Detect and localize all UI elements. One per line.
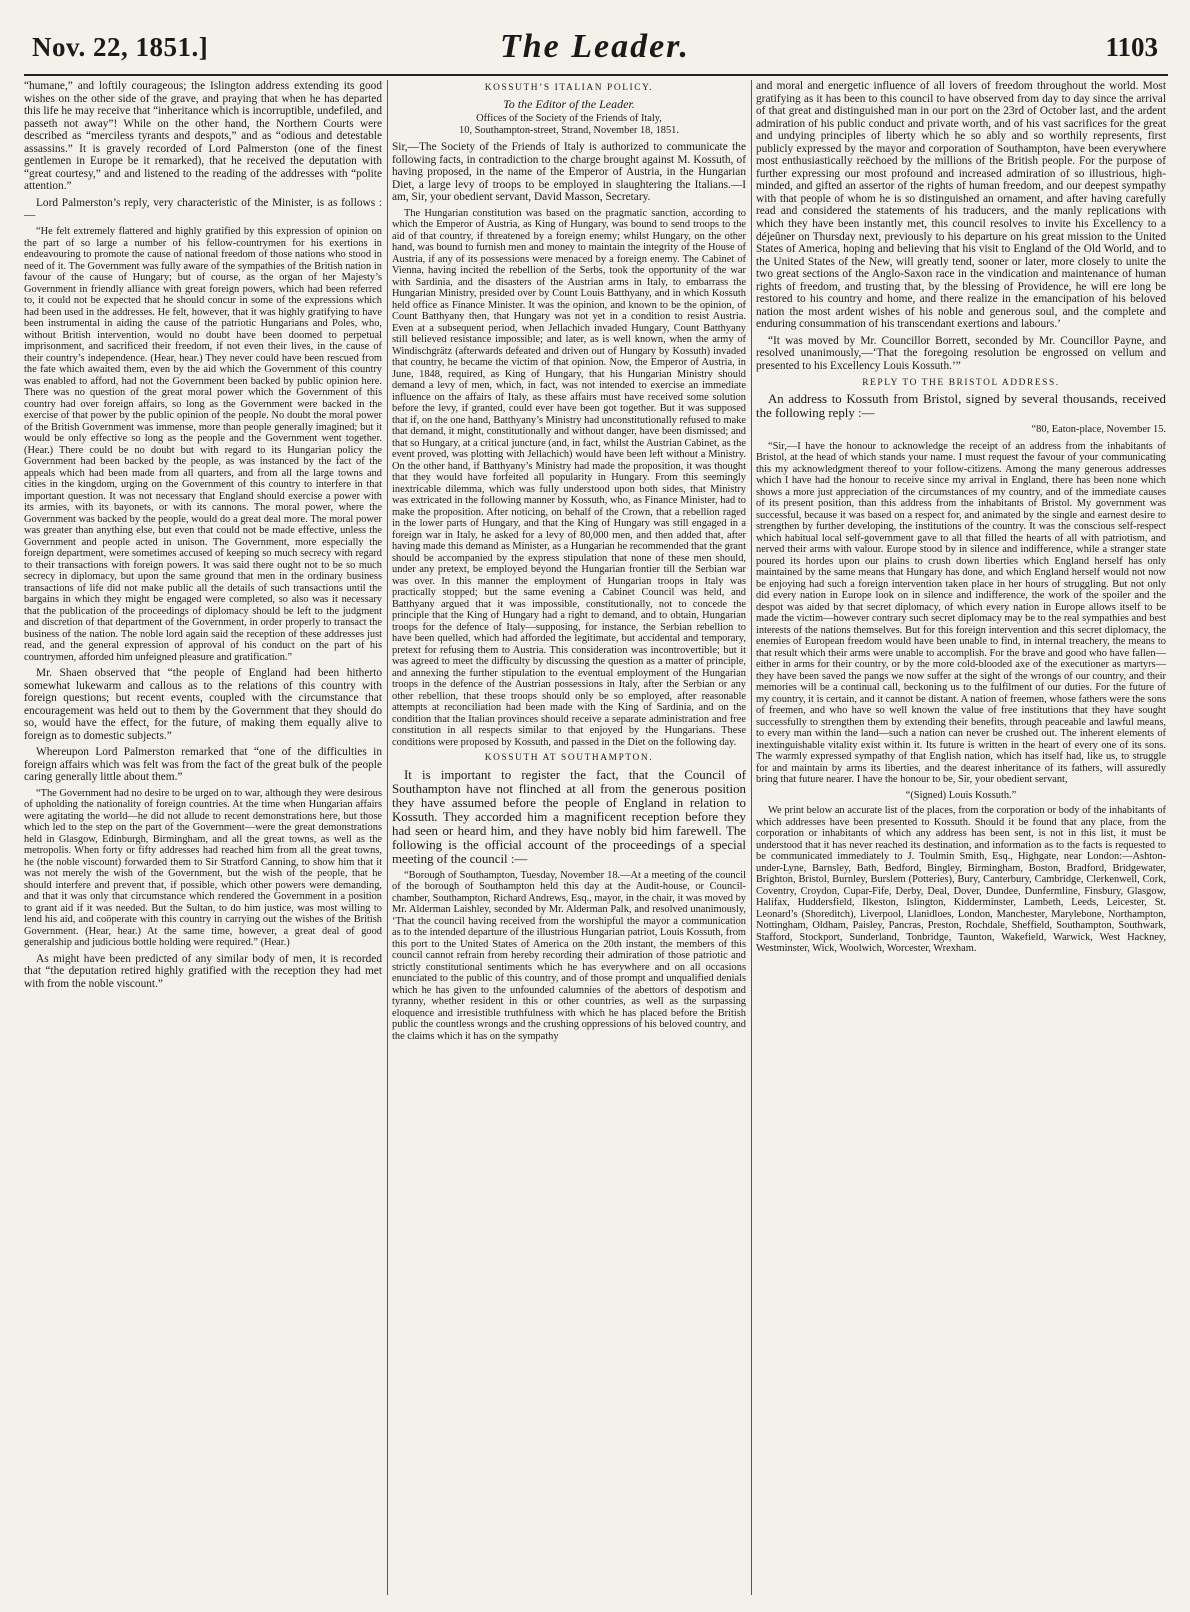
paragraph: An address to Kossuth from Bristol, signed by several thousands, received the following reply :— [756, 392, 1166, 421]
column-middle [392, 80, 746, 1600]
masthead-rule [24, 74, 1168, 76]
quoted-reply: “He felt extremely flattered and highly gratified by this expression of opinion on the part of so large a number of his fellow-countrymen for his exertions in endeavouring to promote the cause of national freedom of those nations who stood in need of it. The Government was fully aware of the sympathies of the British nation in favour of the cause of Hungary; but of course, as the organ of her Majesty’s Government in friendly alliance with great foreign powers, which had been referred to, it could not be expected that he should concur in some of the expressions which had been used in the addresses. He felt, however, that it was highly gratifying to have been instrumental in aiding the cause of the patriotic Hungarians and Poles, who, without British intervention, would no doubt have been doomed to perpetual imprisonment, and sacrificed their freedom, if not even their lives, in the cause of their country’s independence. (Hear, hear.) They never could have been rescued from the fate which awaited them, even by the aid which the Government of this country was enabled to afford, had not the Government been backed by public opinion here. There was no question of the great moral power which the Government of this country had over foreign affairs, so long as the Government were backed in the exercise of that power by the public opinion of the people. No doubt the moral power of the British Government was immense, more than people generally imagined; but it would be only effective so long as the people and the Government went together. (Hear.) There could be no doubt but with regard to its Hungarian policy the Government had been backed by the people, as was instanced by the fact of the appeals which had been made from all quarters, and from all the large towns and cities in the kingdom, urging on the Government of this country to interfere in that important question. It was not necessary that England should exercise a power with its armies, with its bayonets, or with its cannons. The moral power, where the Government was backed by the people, would do a great deal more. The moral power was greater than anything else, but even that could not be made effective, unless the Government and people acted in unison. The Government, more especially the foreign department, were sometimes accused of keeping so much secrecy with regard to their transactions with foreign powers. It was said there ought not to be so much secrecy in diplomacy, but upon the same ground that men in the ordinary business transactions of life did not make public all the details of such transactions until the bargains in which they might be engaged were completed, so also was it necessary that the publication of the proceedings of diplomacy should be left to the judgment and discretion of that department of the Government, in order properly to transact the business of the nation. The noble lord again said the reception of these addresses just read, and the general expression of approval of his conduct on the part of his countrymen, afforded him unfeigned pleasure and gratification.” [24, 226, 382, 663]
section-heading: KOSSUTH AT SOUTHAMPTON. [484, 753, 654, 764]
paragraph: Lord Palmerston’s reply, very characteristic of the Minister, is as follows :— [24, 196, 382, 222]
section-heading: KOSSUTH’S ITALIAN POLICY. [484, 83, 654, 93]
page-number: 1103 [1105, 32, 1158, 62]
quoted-resolution: and moral and energetic influence of all lovers of freedom throughout the world. Most gratifying as it has been to this council to have observed from day to day since the arrival of that great and distinguished man in our port on the 23rd of October last, and the ardent admiration of his public conduct and private worth, and of his vast sacrifices for the great and undying principles of liberty which he so ably and so worthily represents, first publicly expressed by the mayor and corporation of Southampton, have been everywhere most enthusiastically reëchoed by the millions of the British people. For the purpose of further expressing our most profound and increased admiration of so illustrious, high-minded, and gifted an assertor of the rights of human freedom, and our deepest sympathy with that people of whom he is so distinguished an ornament, and after having carefully read and considered the statements of his traducers, and the manly replications with which they have been instantly met, this council resolves to invite his Excellency to a déjeûner on Thursday next, previously to his departure on his great mission to the United States of America, hoping and believing that his visit to England of the Old World, and to the United States of the New, will greatly tend, sooner or later, more closely to unite the two great sections of the Anglo-Saxon race in the vindication and maintenance of human rights of freedom, and trusting that, by the blessing of Providence, he will ere long be restored to his country and home, and there realize in the emancipation of his beloved nation the most ardent wishes of his noble and generous soul, and the complete and enduring consummation of his transcendant exertions and labours.’ [756, 80, 1166, 331]
paragraph: We print below an accurate list of the places, from the corporation or body of the inhabitants of which addresses have been presented to Kossuth. Should it be found that any place, from the corporation or inhabitants of which any address has been sent, is not in this list, it must be understood that it has never reached its destination, and information as to the facts is requested to be communicated immediately to J. Toulmin Smith, Esq., Highgate, near London:—Ashton-under-Lyne, Barnsley, Bath, Bedford, Bingley, Birmingham, Boston, Bradford, Bridgewater, Brighton, Bristol, Burnley, Burslem (Potteries), Bury, Canterbury, Cambridge, Clerkenwell, Cork, Coventry, Croydon, Cupar-Fife, Derby, Deal, Dover, Dundee, Dunfermline, Finsbury, Glasgow, Halifax, Huddersfield, Ilkeston, Islington, Kidderminster, Lambeth, Leeds, Leicester, St. Leonard’s (Shoreditch), Liverpool, Llanidloes, London, Manchester, Marylebone, Northampton, Nottingham, Oldham, Paisley, Pancras, Preston, Rochdale, Sheffield, Southampton, Southwark, Stafford, Stockport, Sunderland, Tonbridge, Taunton, Wakefield, Warwick, West Hackney, Westminster, Wick, Woolwich, Worcester, Wrexham. [756, 805, 1166, 955]
paragraph: Mr. Shaen observed that “the people of England had been hitherto somewhat lukewarm and callous as to the relations of this country with foreign questions; but recent events, coupled with the circumstance that encouragement was held out to them by the Government that they should do so, would have the effect, for the future, of making them equally alive to foreign as to domestic subjects.” [24, 667, 382, 742]
column-left [24, 80, 382, 1600]
quoted-resolution: “Borough of Southampton, Tuesday, November 18.—At a meeting of the council of the borough of Southampton held this day at the Audit-house, or Council-chamber, Southampton, Richard Andrews, Esq., mayor, in the chair, it was moved by Mr. Alderman Laishley, seconded by Mr. Alderman Palk, and resolved unanimously, ‘That the council having received from the worshipful the mayor a communication as to the intended departure of the illustrious Hungarian patriot, Louis Kossuth, from this port to the United States of America on the 20th instant, the members of this council cannot refrain from hereby recording their admiration of those patriotic and strictly constitutional sentiments which he has everywhere and on all occasions enunciated to the public of this country, and of those prompt and unqualified denials which he has given to the unfounded calumnies of the abettors of despotism and tyranny, whether resident in this or other countries, as well as the surpassing eloquence and irresistible truthfulness with which he has placed before the British public the countless wrongs and the crushing oppressions of his beloved country, and the claims which it has on the sympathy [392, 869, 746, 1042]
quoted-letter: “Sir,—I have the honour to acknowledge the receipt of an address from the inhabitants of Bristol, at the head of which stands your name. I must request the favour of your communicating this my acknowledgment thereof to your follow-citizens. Among the many generous addresses which I have had the honour to receive since my arrival in England, there has been none which shows a more just appreciation of the circumstances of my country, and of the immediate causes of its present position, than this address from the inhabitants of Bristol. My government was successful, because it was based on a respect for, and animated by the single and earnest desire to strengthen by further developing, the institutions of the country. It was the conscious self-respect which habitual local self-government gave to all that filled the hearts of all with patriotism, and nerved their arms with valour. Europe stood by in silence and indifference, while a stranger state poured its hordes upon our plains to crush down liberties which England herself has only maintained by the same means that Hungary has done, and which England herself would not now be enjoying had such a foreign intervention taken place in her hours of struggling. But not only did every nation in Europe look on in silence and indifference, the work of the spoiler and the despot was aided by that secret diplomacy, of which every nation in Europe allows itself to be made the victim—however contrary such secret diplomacy may be to the real sympathies and best interests of the nations themselves. But for this foreign intervention and this secret diplomacy, the enemies of European freedom would have been unable to find, in internal treachery, the means to that result which their arms were unable to accomplish. For the brave and good who have fallen—either in arms for their country, or by the more cold-blooded axe of the executioner as martyrs—they have been saved the pangs we now suffer at the sight of the wrongs of our country, and their memories will be a continual call, beckoning us to the fulfilment of our duties. For the future of my country, it is certain, and it cannot be distant. A nation of freemen, whose fathers were the sons of freemen, and who have so well known the value of free institutions that they have sought successfully to strengthen them by extending their benefits, through peaceable and lawful means, to every man within the land—such a nation can never be crushed out. The inherent elements of inextinguishable vitality exist within it. Its future is written in the heart of every one of its sons. The warmly expressed sympathy of that English nation, which has itself had, like us, to struggle for and maintain by arms its liberties, and the dearest inheritance of its fathers, will assuredly bring that future nearer. I have the honour to be, Sir, your obedient servant, [756, 440, 1166, 786]
address-line: Offices of the Society of the Friends of Italy, [476, 113, 662, 125]
quoted-reply: “The Government had no desire to be urged on to war, although they were desirous of upholding the nationality of foreign countries. At the time when Hungarian affairs were agitating the world—he did not allude to recent demonstrations here, but those which led to the step on the part of the Government—were the great demonstrations held in Glasgow, Edinburgh, Birmingham, and all the great towns, as well as the metropolis. When forty or fifty addresses had reached him from all the great towns, he (the noble viscount) forwarded them to Sir Stratford Canning, to show him that it was not merely the wish of the Government, but the wish of the people, that he should interfere and prevent that, if possible, which other powers were demanding, and that it was only that circumstance which rendered the Government in a position to grant aid if it was needed. But the Sultan, to do him justice, was most willing to lend his aid, and coöperate with this country in carrying out the wishes of the British Government. (Hear, hear.) At the same time, however, a great deal of good generalship and judicious bottle holding were required.” (Hear.) [24, 787, 382, 949]
letter-body: Sir,—The Society of the Friends of Italy is authorized to communicate the following facts, in contradiction to the charge brought against M. Kossuth, of having proposed, in the name of the Emperor of Austria, in the Hungarian Diet, a large levy of troops to be employed in slaughtering the Italians.—I am, Sir, your obedient servant, David Masson, Secretary. [392, 141, 746, 204]
section-heading: REPLY TO THE BRISTOL ADDRESS. [862, 377, 1060, 388]
column-divider [387, 80, 388, 1595]
column-right [756, 80, 1166, 1600]
signature: “(Signed) Louis Kossuth.” [905, 789, 1017, 801]
newspaper-title: The Leader. [499, 28, 691, 65]
letter-address: “80, Eaton-place, November 15. [1031, 424, 1166, 436]
section-subheading: To the Editor of the Leader. [503, 96, 635, 111]
masthead [22, 28, 1168, 76]
letter-address [392, 113, 746, 137]
paragraph: The Hungarian constitution was based on the pragmatic sanction, according to which the Emperor of Austria, as King of Hungary, was bound to send troops to the aid of that country, if threatened by a foreign enemy; whilst Hungary, on the other hand, was bound to furnish men and money to maintain the integrity of the House of Austria, if any of its possessions were menaced by a foreign enemy. The Cabinet of Vienna, having incited the rebellion of the Serbs, took the opportunity of the war with Sardinia, and the disasters of the Austrian arms in Italy, to embarrass the Hungarian Ministry, presided over by Count Louis Batthyany, and in which Kossuth held office as Finance Minister. It was the opinion, and known to be the opinion, of Count Batthyany then, that Hungary was not yet in a condition to resist Austria. Even at a subsequent period, when Jellachich invaded Hungary, Count Batthyany still believed resistance impossible; and later, as is well known, when the army of Windischgrätz (afterwards defeated and driven out of Hungary by Kossuth) invaded that country, he became the victim of that opinion. Now, the Emperor of Austria, in June, 1848, required, as King of Hungary, that his Hungarian Ministry should demand a levy of men, which, in fact, was not intended to exercise an immediate influence on the affairs of Italy, as these affairs must have received some solution before the levy, if granted, could ever have been got together. But it was supposed that if, on the one hand, Batthyany’s Ministry had unconstitutionally refused to make that demand, it might, constitutionally and without danger, have been dismissed; and that so Hungary, at a critical juncture (and, in fact, whilst the Austrian Cabinet, as the event proved, was plotting with Jellachich) would have been left without a Ministry. On the other hand, if Batthyany’s Ministry had made the proposition, it was thought that they would have forfeited all popularity in Hungary. From this seemingly inextricable dilemma, which was fully understood upon both sides, that Ministry was extricated in the following manner by Kossuth, who, as Finance Minister, had to make the proposition. After noticing, on behalf of the Crown, that a rebellion raged in the lower parts of Hungary, and that the King of Hungary was still engaged in a foreign war in Italy, he asked for a levy of 80,000 men, and then added that, after having made this demand as Minister, as a Hungarian he recommended that the grant should be accompanied by the express stipulation that none of these men should, under any pretext, be employed beyond the Hungarian frontier till the Serbian war was over. In this manner the employment of Hungarian troops in Italy was practically stopped; but the same evening a Cabinet Council was held, and Batthyany argued that it was impossible, constitutionally, not to concede the principle that the King of Hungary had a right to demand, and to obtain, Hungarian troops for the defence of Italy—supposing, for instance, the Serbian rebellion to have been quelled, which had afforded the legitimate, but accidental and temporary, pretext for refusing them to Austria. This consideration was incontrovertible; but it was agreed to meet the difficulty by discussing the question as a matter of principle, and annexing the further stipulation to the eventual employment of the Hungarian troops in the defence of the Austrian possessions in Italy, after the Serbian or any other rebellion, that these troops should only be so employed, after reasonable attempts at reconciliation had been made with the King of Sardinia, and on the condition that the Italian provinces should receive a separate administration and free constitution in all respects similar to that enjoyed by the Hungarians. These conditions were proposed by Kossuth, and passed in the Diet on the following day. [392, 207, 746, 748]
paragraph: “humane,” and loftily courageous; the Islington address extending its good wishes on the other side of the grave, and praying that when he has departed this life he may receive that “inheritance which is incorruptible, undefiled, and passeth not away”! While on the other hand, the Northern Courts were described as “merciless tyrants and despots,” and as “odious and detestable assassins.” It is gravely recorded of Lord Palmerston (one of the finest gentlemen in Europe be it remarked), that he received the deputation with “great courtesy,” and and listened to the reading of the addresses with “polite attention.” [24, 80, 382, 193]
quoted-resolution: “It was moved by Mr. Councillor Borrett, seconded by Mr. Councillor Payne, and resolved unanimously,—‘That the foregoing resolution be engrossed on vellum and presented to his Excellency Louis Kossuth.’” [756, 334, 1166, 373]
paragraph: Whereupon Lord Palmerston remarked that “one of the difficulties in foreign affairs which was felt was from the fact of the great bulk of the people caring generally little about them.” [24, 746, 382, 784]
issue-date: Nov. 22, 1851.] [32, 32, 209, 62]
paragraph: As might have been predicted of any similar body of men, it is recorded that “the deputation retired highly gratified with the reception they had met with from the noble viscount.” [24, 952, 382, 991]
paragraph: It is important to register the fact, that the Council of Southampton have not flinched at all from the generous position they have assumed before the people of England in relation to Kossuth. They accorded him a magnificent reception before they had seen or heard him, and they have nobly bid him farewell. The following is the official account of the proceedings of a special meeting of the council :— [392, 767, 746, 866]
address-line: 10, Southampton-street, Strand, November 18, 1851. [459, 125, 679, 137]
column-divider [751, 80, 752, 1595]
